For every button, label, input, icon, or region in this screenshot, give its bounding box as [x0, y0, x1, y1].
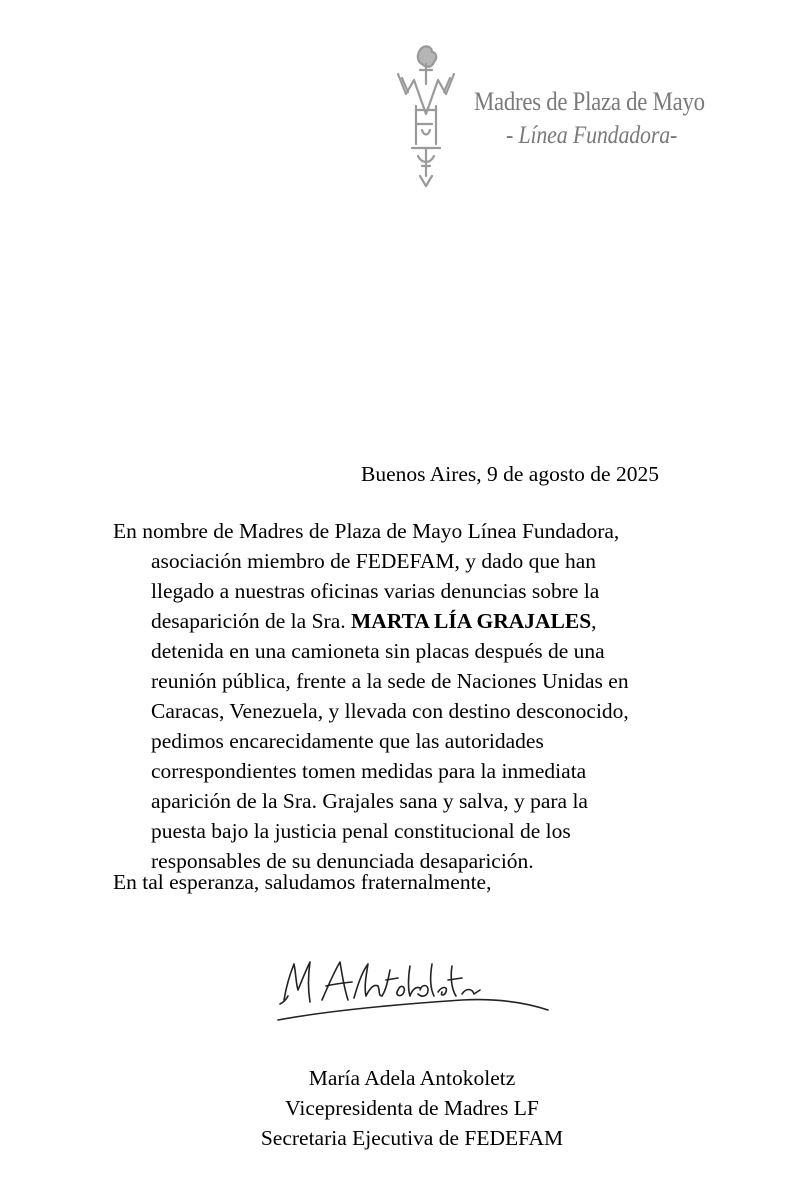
letter-closing: En tal esperanza, saludamos fraternalmente,	[113, 870, 492, 894]
madres-emblem-icon	[392, 44, 460, 190]
body-line: responsables de su denunciada desaparición.	[151, 849, 534, 873]
body-line: correspondientes tomen medidas para la inmediata	[151, 759, 587, 783]
letter-date: Buenos Aires, 9 de agosto de 2025	[361, 462, 659, 486]
body-line-prefix: desaparición de la Sra.	[151, 609, 351, 633]
body-line: reunión pública, frente a la sede de Naciones Unidas en	[151, 669, 629, 693]
body-line: Caracas, Venezuela, y llevada con destino desconocido,	[151, 699, 629, 723]
body-line: llegado a nuestras oficinas varias denuncias sobre la	[151, 579, 600, 603]
signature-block	[200, 1063, 624, 1153]
body-line: puesta bajo la justicia penal constitucional de los	[151, 819, 571, 843]
body-line-suffix: ,	[591, 609, 597, 633]
detained-person-name: MARTA LÍA GRAJALES	[351, 609, 592, 633]
signer-name: María Adela Antokoletz	[308, 1066, 516, 1090]
body-line-with-name	[113, 606, 753, 636]
body-line: detenida en una camioneta sin placas después de una	[151, 639, 605, 663]
signer-title-2: Secretaria Ejecutiva de FEDEFAM	[260, 1126, 564, 1150]
body-line: asociación miembro de FEDEFAM, y dado que han	[151, 549, 597, 573]
body-line: En nombre de Madres de Plaza de Mayo Línea Fundadora,	[113, 519, 620, 543]
body-line: aparición de la Sra. Grajales sana y salva, y para la	[151, 789, 588, 813]
letter-body	[113, 516, 753, 876]
handwritten-signature	[262, 950, 562, 1040]
signer-title-1: Vicepresidenta de Madres LF	[285, 1096, 539, 1120]
letterhead-org-name: Madres de Plaza de Mayo	[474, 86, 705, 116]
letterhead-org-line: - Línea Fundadora-	[506, 120, 678, 149]
body-line: pedimos encarecidamente que las autoridades	[151, 729, 544, 753]
